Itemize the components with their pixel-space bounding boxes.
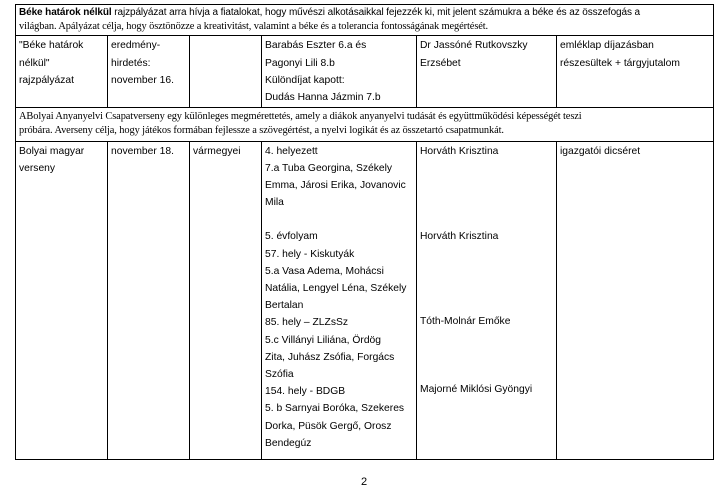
bolyai-teacher: Horváth Krisztina bbox=[420, 145, 499, 157]
bolyai-result-line: Dorka, Püsök Gergő, Orosz bbox=[265, 420, 392, 432]
bolyai-teacher: Majorné Miklósi Gyöngyi bbox=[420, 384, 533, 396]
bolyai-teacher: Horváth Krisztina bbox=[420, 230, 499, 242]
bolyai-intro-line2: próbára. Averseny célja, hogy játékos formában fejlessze a szövegértést, a nyelvi logikát és az összetartó csapatmunkát. bbox=[19, 125, 504, 137]
bolyai-intro-row bbox=[16, 108, 714, 141]
beke-date-line: eredmény- bbox=[111, 40, 161, 52]
bolyai-result-line: 5. b Sarnyai Boróka, Szekeres bbox=[265, 403, 405, 415]
bolyai-results-cell bbox=[262, 141, 417, 459]
bolyai-result-line: 85. hely – ZLZsSz bbox=[265, 317, 348, 329]
bolyai-date-cell: november 18. bbox=[108, 141, 190, 459]
beke-intro-line2: világban. Apályázat célja, hogy ösztönözze a kreativitást, valamint a béke és a tolerancia fontosságának megértését. bbox=[19, 21, 489, 33]
beke-intro-bold: Béke határok nélkül bbox=[19, 7, 112, 18]
bolyai-intro-line1: ABolyai Anyanyelvi Csapatverseny egy különleges megmérettetés, amely a diákok anyanyelvi tudását és együttműködési képességét teszi bbox=[19, 111, 582, 123]
beke-level-cell bbox=[190, 36, 262, 108]
beke-results-cell bbox=[262, 36, 417, 108]
beke-date-line: november 16. bbox=[111, 74, 174, 86]
bolyai-result-line: 5.a Vasa Adema, Mohácsi bbox=[265, 265, 384, 277]
beke-result-line: Pagonyi Lili 8.b bbox=[265, 57, 335, 69]
bolyai-intro-cell bbox=[16, 108, 714, 141]
beke-result-line: Barabás Eszter 6.a és bbox=[265, 40, 367, 52]
beke-award-line: részesültek + tárgyjutalom bbox=[560, 57, 680, 69]
bolyai-result-line: Szófia bbox=[265, 369, 294, 381]
beke-result-line: Dudás Hanna Jázmin 7.b bbox=[265, 92, 381, 104]
bolyai-result-line: Bendegúz bbox=[265, 437, 312, 449]
bolyai-result-line: Zita, Juhász Zsófia, Forgács bbox=[265, 351, 395, 363]
bolyai-teachers-cell bbox=[417, 141, 557, 459]
beke-teacher-cell: Dr Jassóné Rutkovszky Erzsébet bbox=[417, 36, 557, 108]
beke-date-line: hirdetés: bbox=[111, 57, 151, 69]
bolyai-result-line: Natália, Lengyel Léna, Székely bbox=[265, 283, 407, 295]
beke-award-line: emléklap díjazásban bbox=[560, 40, 654, 52]
bolyai-result-line: 57. hely - Kiskutyák bbox=[265, 248, 355, 260]
bolyai-level-cell: vármegyei bbox=[190, 141, 262, 459]
beke-name-line: "Béke határok bbox=[19, 40, 84, 52]
bolyai-award-cell: igazgatói dicséret bbox=[557, 141, 714, 459]
bolyai-result-line: Bertalan bbox=[265, 300, 304, 312]
bolyai-result-line: 7.a Tuba Georgina, Székely bbox=[265, 162, 393, 174]
bolyai-result-line: 154. hely - BDGB bbox=[265, 386, 346, 398]
bolyai-result-line: 4. helyezett bbox=[265, 145, 318, 157]
beke-result-line: Különdíjat kapott: bbox=[265, 74, 345, 86]
beke-award-cell bbox=[557, 36, 714, 108]
page-number: 2 bbox=[360, 476, 368, 488]
beke-name-line: rajzpályázat bbox=[19, 74, 74, 86]
bolyai-teacher: Tóth-Molnár Emőke bbox=[420, 316, 511, 328]
bolyai-name-line: Bolyai magyar bbox=[19, 145, 85, 157]
competition-results-table bbox=[15, 4, 714, 460]
beke-date-cell bbox=[108, 36, 190, 108]
beke-intro-row bbox=[16, 5, 714, 36]
beke-name-line: nélkül" bbox=[19, 57, 50, 69]
beke-intro-text: rajzpályázat arra hívja a fiatalokat, hogy művészi alkotásaikkal fejezzék ki, mit jelent számukra a béke és az összefogás a bbox=[111, 7, 641, 18]
bolyai-name-cell bbox=[16, 141, 108, 459]
bolyai-result-line: Emma, Járosi Erika, Jovanovic bbox=[265, 180, 406, 192]
beke-data-row bbox=[16, 36, 714, 108]
bolyai-result-line: Mila bbox=[265, 197, 284, 209]
beke-name-cell bbox=[16, 36, 108, 108]
beke-intro-cell bbox=[16, 5, 714, 36]
bolyai-data-row bbox=[16, 141, 714, 459]
bolyai-result-line: 5. évfolyam bbox=[265, 231, 318, 243]
bolyai-result-line: 5.c Villányi Liliána, Ördög bbox=[265, 334, 382, 346]
bolyai-name-line: verseny bbox=[19, 162, 56, 174]
